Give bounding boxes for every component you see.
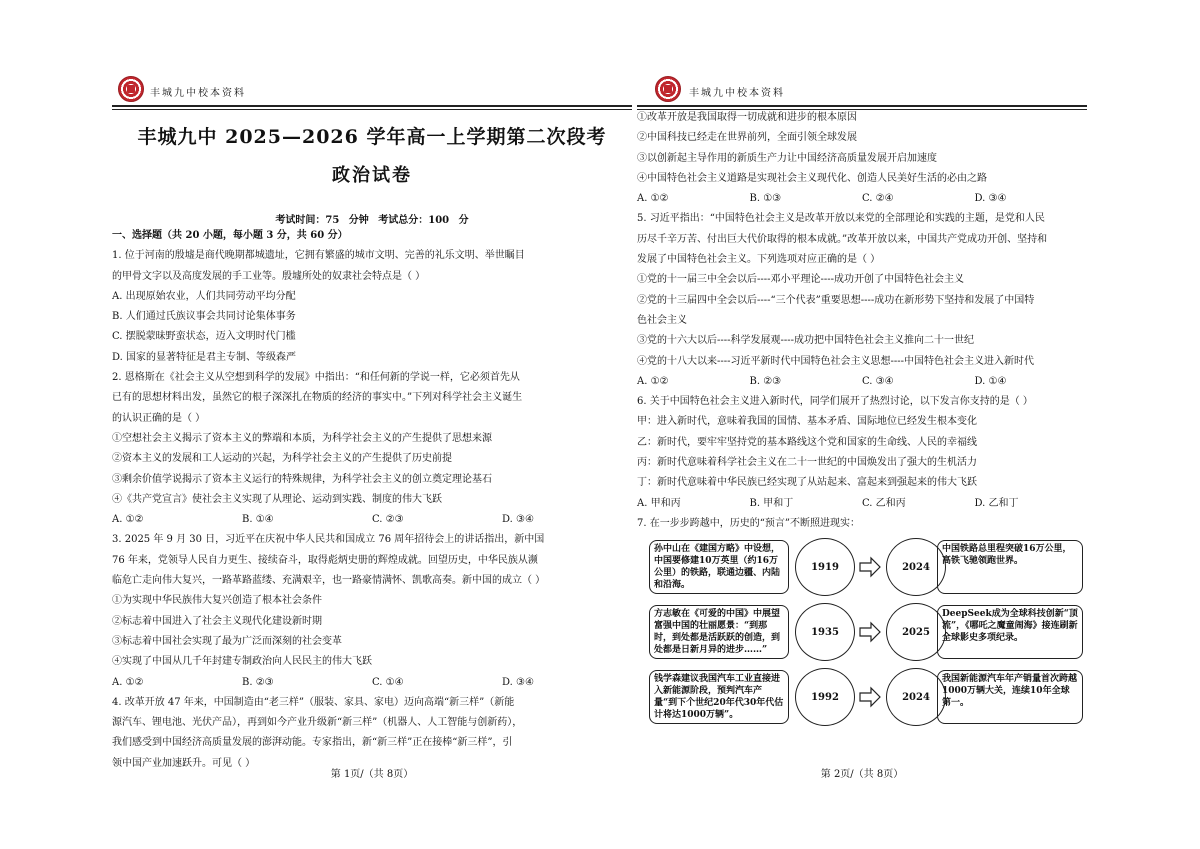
prediction-box: 钱学森建议我国汽车工业直接进入新能源阶段，预判汽车产量“到下个世纪20年代30年代估计将达1000万辆”。 (649, 670, 789, 724)
q2-choices (112, 510, 632, 530)
q6-item: 丁：新时代意味着中华民族已经实现了从站起来、富起来到强起来的伟大飞跃 (637, 477, 977, 489)
q4-item: ③以创新起主导作用的新质生产力让中国经济高质量发展开启加速度 (637, 152, 937, 164)
school-name: 丰城九中校本资料 (150, 88, 246, 99)
year-circle: 1935 (795, 603, 855, 661)
choice: A. ①② (637, 193, 669, 205)
choice: A. 甲和丙 (637, 497, 681, 509)
header-rule (637, 105, 1087, 107)
q1-stem-line: 的甲骨文字以及高度发展的手工业等。殷墟所处的奴隶社会特点是（ ） (112, 270, 426, 282)
choice: A. ①② (112, 514, 144, 526)
q4-item: ①改革开放是我国取得一切成就和进步的根本原因 (637, 112, 857, 123)
year-circle: 1919 (795, 538, 855, 596)
q5-item: ④党的十八大以来----习近平新时代中国特色社会主义思想----中国特色社会主义进入新时代 (637, 355, 1035, 367)
school-name: 丰城九中校本资料 (689, 88, 785, 99)
q2-item: ②资本主义的发展和工人运动的兴起，为科学社会主义的产生提供了历史前提 (112, 453, 452, 465)
q3-stem-line: 3. 2025 年 9 月 30 日，习近平在庆祝中华人民共和国成立 76 周年招待会上的讲话指出，新中国 (112, 534, 545, 546)
q3-item: ③标志着中国社会实现了最为广泛而深刻的社会变革 (112, 635, 342, 647)
q1-option: A. 出现原始农业，人们共同劳动平均分配 (112, 290, 296, 302)
arrow-right-icon (859, 556, 881, 578)
q1-stem-line: 1. 位于河南的殷墟是商代晚期都城遗址，它拥有繁盛的城市文明、完善的礼乐文明、举世瞩目 (112, 250, 525, 262)
choice: A. ①② (112, 676, 144, 688)
q4-stem-line: 领中国产业加速跃升。可见（ ） (112, 757, 256, 769)
school-seal-icon (118, 76, 144, 102)
q5-stem-line: 历尽千辛万苦、付出巨大代价取得的根本成就。”改革开放以来，中国共产党成功开创、坚持和 (637, 233, 1048, 245)
choice: D. 乙和丁 (974, 497, 1019, 509)
section-heading: 一、选择题（共 20 小题，每小题 3 分，共 60 分） (112, 230, 348, 241)
q3-stem-line: 76 年来，党领导人民自力更生、接续奋斗，取得彪炳史册的辉煌成就。回望历史，中华民族从濒 (112, 554, 538, 566)
header-rule (112, 105, 632, 107)
q6-stem: 6. 关于中国特色社会主义进入新时代，同学们展开了热烈讨论，以下发言你支持的是（ ） (637, 396, 1033, 408)
q4-item: ④中国特色社会主义道路是实现社会主义现代化、创造人民美好生活的必由之路 (637, 172, 987, 184)
q5-stem-line: 发展了中国特色社会主义。下列选项对应正确的是（ ） (637, 254, 881, 266)
q4-stem-line: 我们感受到中国经济高质量发展的澎湃动能。专家指出，新“新三样”正在接棒“新三样”，引 (112, 737, 513, 749)
q5-item: ①党的十一届三中全会以后----邓小平理论----成功开创了中国特色社会主义 (637, 274, 965, 286)
page-1 (112, 0, 632, 849)
choice: A. ①② (637, 375, 669, 387)
q1-option: D. 国家的显著特征是君主专制、等级森严 (112, 351, 297, 363)
choice: B. ②③ (749, 375, 782, 387)
prediction-box: 孙中山在《建国方略》中设想，中国要修建10万英里（约16万公里）的铁路，联通边疆、内陆和沿海。 (649, 540, 789, 594)
choice: D. ③④ (502, 676, 534, 688)
q2-item: ④《共产党宣言》使社会主义实现了从理论、运动到实践、制度的伟大飞跃 (112, 493, 442, 505)
page-header (637, 76, 1087, 116)
q5-choices (637, 372, 1087, 392)
q1-option: B. 人们通过氏族议事会共同讨论集体事务 (112, 311, 296, 323)
q6-item: 乙：新时代，要牢牢坚持党的基本路线这个党和国家的生命线、人民的幸福线 (637, 436, 977, 448)
timeline-row (637, 538, 1087, 600)
choice: D. ③④ (502, 514, 534, 526)
page-header (112, 76, 632, 116)
reality-box: 我国新能源汽车年产销量首次跨越1000万辆大关，连续10年全球第一。 (937, 670, 1083, 724)
q3-choices (112, 673, 632, 693)
q2-stem-line: 2. 恩格斯在《社会主义从空想到科学的发展》中指出：“和任何新的学说一样，它必须首先从 (112, 372, 520, 384)
school-seal-icon (655, 76, 681, 102)
choice: D. ③④ (974, 193, 1007, 205)
year-circle: 2024 (886, 538, 946, 596)
choice: C. 乙和丙 (862, 497, 906, 509)
q7-timeline (637, 538, 1087, 730)
arrow-right-icon (859, 686, 881, 708)
choice: B. ①③ (749, 193, 782, 205)
q5-item: ②党的十三届四中全会以后----“三个代表”重要思想----成功在新形势下坚持和发展了中国特 (637, 294, 1035, 306)
q6-choices (637, 494, 1087, 514)
q4-stem-line: 源汽车、锂电池、光伏产品），再到如今产业升级新“新三样”（机器人、人工智能与创新药）， (112, 717, 523, 729)
q2-stem-line: 已有的思想材料出发，虽然它的根子深深扎在物质的经济的事实中。”下列对科学社会主义诞生 (112, 392, 523, 404)
choice: B. ②③ (242, 676, 274, 688)
arrow-right-icon (859, 621, 881, 643)
page-footer: 第 1页/（共 8页） (330, 769, 414, 780)
q2-stem-line: 的认识正确的是（ ） (112, 412, 206, 424)
q6-item: 丙：新时代意味着科学社会主义在二十一世纪的中国焕发出了强大的生机活力 (637, 457, 977, 469)
q3-item: ①为实现中华民族伟大复兴创造了根本社会条件 (112, 595, 322, 607)
reality-box: 中国铁路总里程突破16万公里，高铁飞驰领跑世界。 (937, 540, 1083, 594)
q5-stem-line: 5. 习近平指出：“中国特色社会主义是改革开放以来党的全部理论和实践的主题，是党和人民 (637, 213, 1045, 225)
page-2 (637, 0, 1087, 849)
timeline-row (637, 603, 1087, 665)
q6-item: 甲：进入新时代，意味着我国的国情、基本矛盾、国际地位已经发生根本变化 (637, 416, 977, 428)
q5-item: ③党的十六大以后----科学发展观----成功把中国特色社会主义推向二十一世纪 (637, 335, 975, 347)
timeline-row (637, 668, 1087, 730)
choice: C. ①④ (372, 676, 404, 688)
year-circle: 1992 (795, 668, 855, 726)
year-circle: 2024 (886, 668, 946, 726)
choice: C. ②④ (862, 193, 894, 205)
q3-item: ④实现了中国从几千年封建专制政治向人民民主的伟大飞跃 (112, 656, 372, 668)
q3-item: ②标志着中国进入了社会主义现代化建设新时期 (112, 615, 322, 627)
q4-item: ②中国科技已经走在世界前列，全面引领全球发展 (637, 132, 857, 144)
prediction-box: 方志敏在《可爱的中国》中展望富强中国的壮丽愿景：“到那时，到处都是活跃跃的创造，到处都是日新月异的进步……” (649, 605, 789, 659)
choice: C. ③④ (862, 375, 894, 387)
q3-stem-line: 临危亡走向伟大复兴，一路革路蓝缕、充满艰辛，也一路豪情满怀、凯歌高奏。新中国的成立（ ） (112, 575, 546, 587)
exam-title: 丰城九中 2025—2026 学年高一上学期第二次段考 (137, 126, 607, 148)
q4-stem-line: 4. 改革开放 47 年来，中国制造由“老三样”（服装、家具、家电）迈向高端“新三样”（新能 (112, 696, 515, 708)
choice: C. ②③ (372, 514, 404, 526)
header-rule-thin (112, 109, 632, 110)
reality-box: DeepSeek成为全球科技创新“顶流”，《哪吒之魔童闹海》接连刷新全球影史多项纪录。 (937, 605, 1083, 659)
exam-info: 考试时间：75 分钟 考试总分：100 分 (275, 215, 469, 226)
year-circle: 2025 (886, 603, 946, 661)
q2-item: ①空想社会主义揭示了资本主义的弊端和本质，为科学社会主义的产生提供了思想来源 (112, 432, 492, 444)
q7-stem: 7. 在一步步跨越中，历史的“预言”不断照进现实： (637, 517, 860, 529)
page-1-body (112, 226, 632, 774)
exam-subtitle: 政治试卷 (332, 165, 412, 186)
choice: B. ①④ (242, 514, 274, 526)
choice: B. 甲和丁 (749, 497, 794, 509)
page-2-body (637, 108, 1087, 534)
q2-item: ③剩余价值学说揭示了资本主义运行的特殊规律，为科学社会主义的创立奠定理论基石 (112, 473, 492, 485)
q4-choices (637, 189, 1087, 209)
q1-option: C. 摆脱蒙昧野蛮状态，迈入文明时代门槛 (112, 331, 296, 343)
choice: D. ①④ (974, 375, 1007, 387)
header-rule-thin (637, 109, 1087, 110)
q5-item: 色社会主义 (637, 314, 687, 326)
page-footer: 第 2页/（共 8页） (820, 769, 904, 780)
